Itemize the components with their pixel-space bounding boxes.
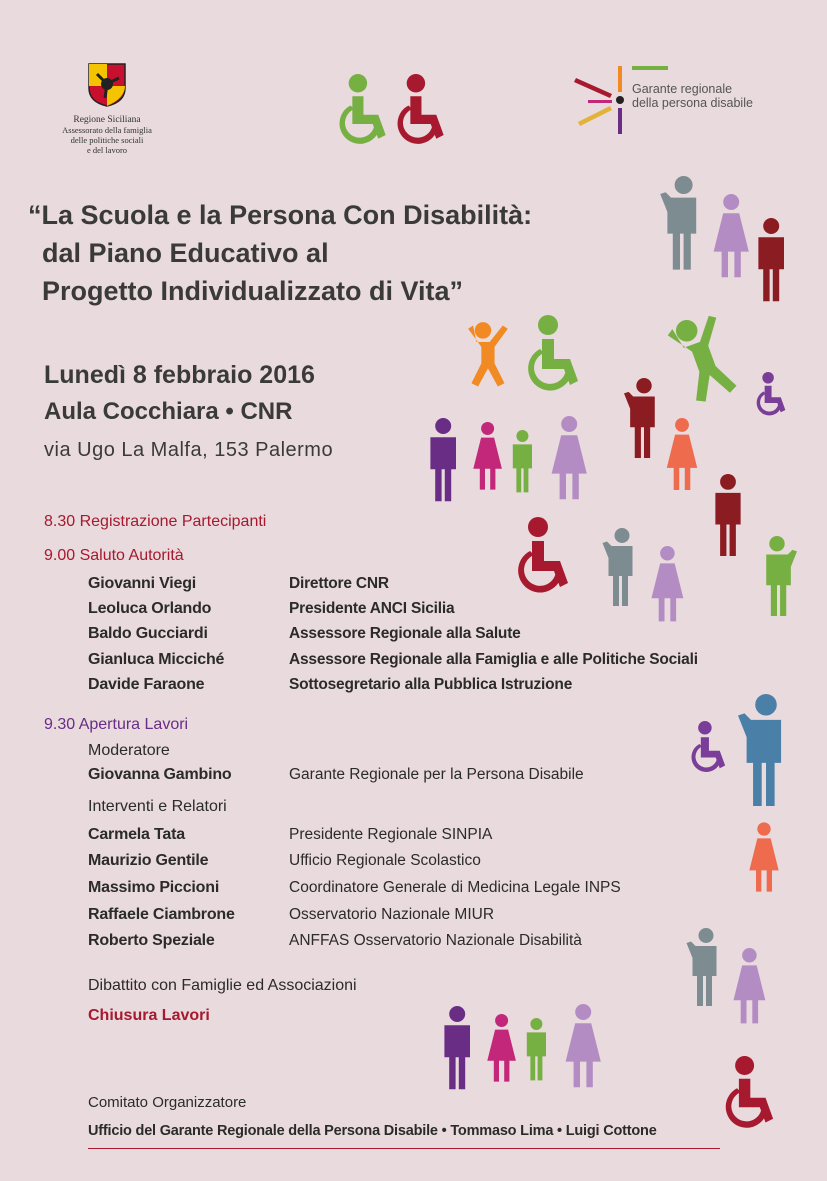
speaker-name: Carmela Tata xyxy=(88,826,185,843)
event-address: via Ugo La Malfa, 153 Palermo xyxy=(44,439,334,461)
moderator-name: Giovanna Gambino xyxy=(88,766,232,783)
people-group-2-icon xyxy=(602,526,698,624)
wheelchair-red-2-icon xyxy=(718,1046,794,1142)
greetings-header: 9.00 Saluto Autorità xyxy=(44,547,184,564)
wheelchair-red-icon xyxy=(510,512,590,602)
garante-line-2: della persona disabile xyxy=(632,96,753,110)
moderator-label: Moderatore xyxy=(88,742,170,759)
event-title xyxy=(28,196,668,310)
greeter-name: Baldo Gucciardi xyxy=(88,625,208,642)
woman-coral-icon xyxy=(664,418,700,490)
greeter-name: Davide Faraone xyxy=(88,676,205,693)
region-dept-1: Assessorato della famiglia xyxy=(62,125,152,135)
garante-star-icon xyxy=(574,64,634,136)
greeter-name: Leoluca Orlando xyxy=(88,600,212,617)
jumping-person-orange-icon xyxy=(450,318,510,398)
title-line-1: “La Scuola e la Persona Con Disabilità: xyxy=(28,200,533,230)
wheelchair-violet-icon xyxy=(752,366,798,424)
family-group-1-icon xyxy=(424,414,604,504)
person-maroon-icon xyxy=(624,378,664,458)
greeter-role: Presidente ANCI Sicilia xyxy=(289,600,455,617)
speaker-name: Raffaele Ciambrone xyxy=(88,906,235,923)
region-name: Regione Siciliana xyxy=(73,115,141,125)
woman-coral-2-icon xyxy=(748,822,780,892)
speaker-role: Ufficio Regionale Scolastico xyxy=(289,852,481,869)
speaker-name: Maurizio Gentile xyxy=(88,852,209,869)
title-line-3: Progetto Individualizzato di Vita” xyxy=(42,276,464,306)
speaker-role: ANFFAS Osservatorio Nazionale Disabilità xyxy=(289,932,582,949)
event-place: Aula Cocchiara • CNR xyxy=(44,398,293,425)
man-maroon-icon xyxy=(708,474,748,556)
moderator-role: Garante Regionale per la Persona Disabile xyxy=(289,766,584,783)
registration-item: 8.30 Registrazione Partecipanti xyxy=(44,513,267,530)
footer-divider xyxy=(88,1148,720,1149)
closing-item: Chiusura Lavori xyxy=(88,1007,210,1024)
committee-members: Ufficio del Garante Regionale della Persona Disabile • Tommaso Lima • Luigi Cottone xyxy=(88,1123,657,1139)
person-green-waving-icon xyxy=(752,536,802,616)
greeter-role: Direttore CNR xyxy=(289,575,389,592)
event-date: Lunedì 8 febbraio 2016 xyxy=(44,361,315,389)
event-details xyxy=(44,356,464,470)
garante-bar-icon xyxy=(632,64,672,74)
speaker-role: Osservatorio Nazionale MIUR xyxy=(289,906,495,923)
debate-item: Dibattito con Famiglie ed Associazioni xyxy=(88,977,357,994)
garante-line-1: Garante regionale xyxy=(632,82,733,96)
speakers-label: Interventi e Relatori xyxy=(88,798,227,815)
speaker-role: Coordinatore Generale di Medicina Legale INPS xyxy=(289,879,621,896)
speaker-name: Roberto Speziale xyxy=(88,932,215,949)
region-dept-2: delle politiche sociali xyxy=(70,135,144,145)
region-dept-3: e del lavoro xyxy=(86,145,128,155)
people-group-1-icon xyxy=(660,172,800,307)
family-group-2-icon xyxy=(438,1004,618,1090)
greeter-name: Giovanni Viegi xyxy=(88,575,197,592)
speaker-role: Presidente Regionale SINPIA xyxy=(289,826,493,843)
greeter-role: Assessore Regionale alla Famiglia e alle Politiche Sociali xyxy=(289,651,698,668)
person-blue-waving-icon xyxy=(730,694,802,806)
sicily-crest-icon xyxy=(87,62,127,108)
greeter-name: Gianluca Micciché xyxy=(88,651,225,668)
greeter-role: Sottosegretario alla Pubblica Istruzione xyxy=(289,676,573,693)
committee-label: Comitato Organizzatore xyxy=(88,1094,247,1111)
people-group-3-icon xyxy=(686,926,776,1026)
speaker-name: Massimo Piccioni xyxy=(88,879,220,896)
wheelchair-green-icon xyxy=(520,310,600,400)
regione-siciliana-logo xyxy=(52,62,162,155)
wheelchair-pair-icon xyxy=(330,74,450,144)
jumping-person-green-icon xyxy=(652,316,742,402)
title-line-2: dal Piano Educativo al xyxy=(42,238,329,268)
garante-logo xyxy=(574,64,794,144)
greeter-role: Assessore Regionale alla Salute xyxy=(289,625,521,642)
opening-header: 9.30 Apertura Lavori xyxy=(44,716,189,733)
